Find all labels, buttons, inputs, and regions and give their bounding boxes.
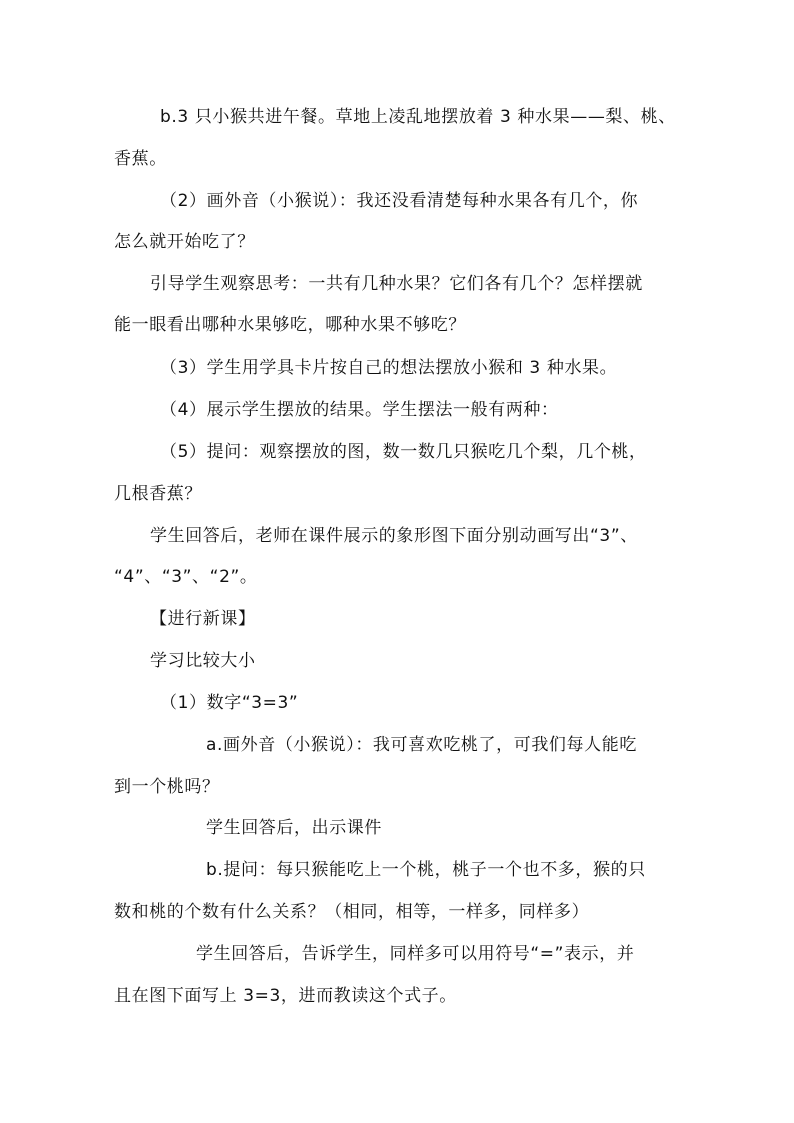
text-line: a.画外音（小猴说）：我可喜欢吃桃了，可我们每人能吃 <box>206 735 637 755</box>
text-line: 到一个桃吗？ <box>114 777 220 797</box>
text-line: 能一眼看出哪种水果够吃，哪种水果不够吃？ <box>114 315 466 335</box>
text-line: 数和桃的个数有什么关系？（相同，相等，一样多，同样多） <box>114 902 590 922</box>
text-line: 香蕉。 <box>114 149 167 169</box>
text-line: （4）展示学生摆放的结果。学生摆法一般有两种： <box>160 400 559 420</box>
text-line: 引导学生观察思考：一共有几种水果？它们各有几个？怎样摆就 <box>150 274 643 294</box>
text-line: 学生回答后，老师在课件展示的象形图下面分别动画写出“3”、 <box>150 526 638 546</box>
text-line: 怎么就开始吃了？ <box>114 232 255 252</box>
text-line: （3）学生用学具卡片按自己的想法摆放小猴和 3 种水果。 <box>160 358 618 378</box>
text-line: （2）画外音（小猴说）：我还没看清楚每种水果各有几个，你 <box>160 191 639 211</box>
text-line: b.提问：每只猴能吃上一个桃，桃子一个也不多，猴的只 <box>206 860 646 880</box>
text-line: （5）提问：观察摆放的图，数一数几只猴吃几个梨，几个桃， <box>160 442 647 462</box>
text-line: 且在图下面写上 3=3，进而教读这个式子。 <box>114 986 457 1006</box>
text-line: 几根香蕉？ <box>114 484 202 504</box>
text-line: （1）数字“3=3” <box>160 693 299 713</box>
text-line: 学生回答后，告诉学生，同样多可以用符号“=”表示，并 <box>196 944 635 964</box>
text-line: “4”、“3”、“2”。 <box>114 567 258 587</box>
section-heading: 【进行新课】 <box>150 609 256 629</box>
subsection-heading: 学习比较大小 <box>150 651 256 671</box>
text-line: 学生回答后，出示课件 <box>206 818 382 838</box>
text-line: b.3 只小猴共进午餐。草地上凌乱地摆放着 3 种水果——梨、桃、 <box>160 107 676 127</box>
